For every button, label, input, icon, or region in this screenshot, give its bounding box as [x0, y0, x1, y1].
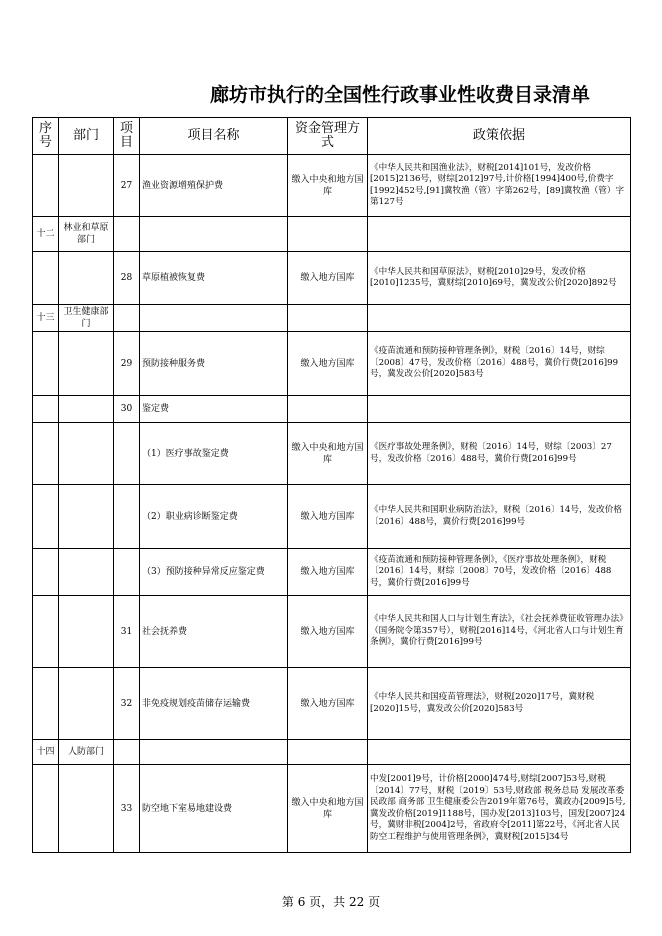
- header-fund: 资金管理方式: [288, 118, 368, 155]
- table-row: [33, 252, 631, 305]
- cell-dept: [59, 549, 114, 596]
- cell-basis: 《中华人民共和国职业病防治法》，财税〔2016〕14号，发改价格〔2016〕488号，冀价行费[2016]99号: [368, 485, 631, 549]
- cell-name: 社会抚养费: [140, 596, 288, 668]
- cell-dept: [59, 423, 114, 485]
- page-title: 廊坊市执行的全国性行政事业性收费目录清单: [209, 84, 590, 106]
- header-item-no: 项目: [114, 118, 140, 155]
- cell-basis: [368, 305, 631, 332]
- header-dept: 部门: [59, 118, 114, 155]
- cell-dept: [59, 596, 114, 668]
- cell-item-no: [114, 217, 140, 252]
- table-row: [33, 485, 631, 549]
- cell-fund: 缴入地方国库: [288, 596, 368, 668]
- cell-fund: 缴入中央和地方国库: [288, 155, 368, 217]
- cell-basis: 《中华人民共和国草原法》，财税[2010]29号，发改价格[2010]1235号，冀财综[2010]69号，冀发改公价[2020]892号: [368, 252, 631, 305]
- cell-fund: [288, 740, 368, 765]
- cell-seq: 十二: [33, 217, 59, 252]
- cell-basis: 《中华人民共和国人口与计划生育法》，《社会抚养费征收管理办法》（国务院令第357号），财税[2016]14号，《河北省人口与计划生育条例》，冀价行费[2016]99号: [368, 596, 631, 668]
- cell-name: 非免疫规划疫苗储存运输费: [140, 668, 288, 740]
- cell-fund: 缴入中央和地方国库: [288, 423, 368, 485]
- cell-fund: [288, 217, 368, 252]
- table-row: [33, 305, 631, 332]
- table-row: [33, 396, 631, 423]
- cell-seq: [33, 155, 59, 217]
- cell-seq: [33, 423, 59, 485]
- table-row: [33, 740, 631, 765]
- header-name: 项目名称: [140, 118, 288, 155]
- cell-basis: 《中华人民共和国疫苗管理法》，财税[2020]17号，冀财税[2020]15号，冀发改公价[2020]583号: [368, 668, 631, 740]
- cell-name: （1）医疗事故鉴定费: [140, 423, 288, 485]
- cell-seq: [33, 765, 59, 853]
- table-row: [33, 332, 631, 396]
- cell-fund: [288, 305, 368, 332]
- cell-item-no: [114, 485, 140, 549]
- header-row: [33, 118, 631, 155]
- cell-dept: [59, 155, 114, 217]
- cell-name: 草原植被恢复费: [140, 252, 288, 305]
- cell-item-no: 28: [114, 252, 140, 305]
- cell-fund: 缴入地方国库: [288, 549, 368, 596]
- cell-fund: [288, 396, 368, 423]
- cell-item-no: 31: [114, 596, 140, 668]
- cell-seq: 十三: [33, 305, 59, 332]
- table-row: [33, 668, 631, 740]
- cell-item-no: 30: [114, 396, 140, 423]
- cell-name: 鉴定费: [140, 396, 288, 423]
- cell-basis: 《疫苗流通和预防接种管理条例》，《医疗事故处理条例》，财税〔2016〕14号，财综〔2008〕70号，发改价格〔2016〕488号，冀价行费[2016]99号: [368, 549, 631, 596]
- cell-dept: [59, 396, 114, 423]
- cell-item-no: 33: [114, 765, 140, 853]
- cell-dept: 人防部门: [59, 740, 114, 765]
- cell-basis: [368, 740, 631, 765]
- table-row: [33, 596, 631, 668]
- table-row: [33, 765, 631, 853]
- cell-seq: [33, 596, 59, 668]
- cell-basis: 《医疗事故处理条例》，财税〔2016〕14号，财综〔2003〕27号，发改价格〔2016〕488号，冀价行费[2016]99号: [368, 423, 631, 485]
- cell-fund: 缴入地方国库: [288, 332, 368, 396]
- cell-name: 防空地下室易地建设费: [140, 765, 288, 853]
- cell-fund: 缴入中央和地方国库: [288, 765, 368, 853]
- cell-seq: [33, 668, 59, 740]
- cell-seq: [33, 549, 59, 596]
- cell-name: （3）预防接种异常反应鉴定费: [140, 549, 288, 596]
- cell-name: [140, 217, 288, 252]
- fee-table: [32, 117, 631, 853]
- cell-fund: 缴入地方国库: [288, 252, 368, 305]
- cell-dept: [59, 765, 114, 853]
- cell-basis: [368, 217, 631, 252]
- cell-fund: 缴入地方国库: [288, 485, 368, 549]
- cell-name: [140, 740, 288, 765]
- cell-dept: [59, 485, 114, 549]
- cell-name: 渔业资源增殖保护费: [140, 155, 288, 217]
- cell-name: 预防接种服务费: [140, 332, 288, 396]
- table-row: [33, 549, 631, 596]
- table-row: [33, 423, 631, 485]
- page-footer: 第 6 页，共 22 页: [281, 895, 381, 909]
- cell-basis: [368, 396, 631, 423]
- table-row: [33, 217, 631, 252]
- cell-name: （2）职业病诊断鉴定费: [140, 485, 288, 549]
- cell-item-no: 27: [114, 155, 140, 217]
- cell-basis: 《中华人民共和国渔业法》，财税[2014]101号，发改价格[2015]2136号，财综[2012]97号,计价格[1994]400号,价费字[1992]452号,[91]冀牧渔（管）字第262号，[89]冀牧渔（管）字第127号: [368, 155, 631, 217]
- cell-item-no: [114, 740, 140, 765]
- cell-dept: 林业和草原部门: [59, 217, 114, 252]
- cell-dept: 卫生健康部门: [59, 305, 114, 332]
- cell-item-no: 29: [114, 332, 140, 396]
- cell-seq: 十四: [33, 740, 59, 765]
- cell-basis: 《疫苗流通和预防接种管理条例》，财税〔2016〕14号，财综〔2008〕47号，发改价格〔2016〕488号，冀价行费[2016]99号，冀发改公价[2020]583号: [368, 332, 631, 396]
- cell-item-no: [114, 549, 140, 596]
- cell-dept: [59, 332, 114, 396]
- cell-item-no: [114, 423, 140, 485]
- header-basis: 政策依据: [368, 118, 631, 155]
- cell-item-no: [114, 305, 140, 332]
- cell-dept: [59, 668, 114, 740]
- cell-seq: [33, 252, 59, 305]
- table-row: [33, 155, 631, 217]
- cell-seq: [33, 332, 59, 396]
- cell-dept: [59, 252, 114, 305]
- header-seq: 序号: [33, 118, 59, 155]
- cell-fund: 缴入地方国库: [288, 668, 368, 740]
- cell-basis: 中发[2001]9号，计价格[2000]474号,财综[2007]53号,财税〔2014〕77号，财税〔2019〕53号,财政部 税务总局 发展改革委 民政部 商务部 卫生健康委公告2019年第76号，冀政办[2009]5号,冀发改价格[2019]1188号，国办发[2013]103号，国发[2007]24号，冀财非税[2004]2号，省政府令[2011]第22号，《河北省人民防空工程维护与使用管理条例》，冀财税[2015]34号: [368, 765, 631, 853]
- cell-name: [140, 305, 288, 332]
- cell-seq: [33, 396, 59, 423]
- cell-seq: [33, 485, 59, 549]
- cell-item-no: 32: [114, 668, 140, 740]
